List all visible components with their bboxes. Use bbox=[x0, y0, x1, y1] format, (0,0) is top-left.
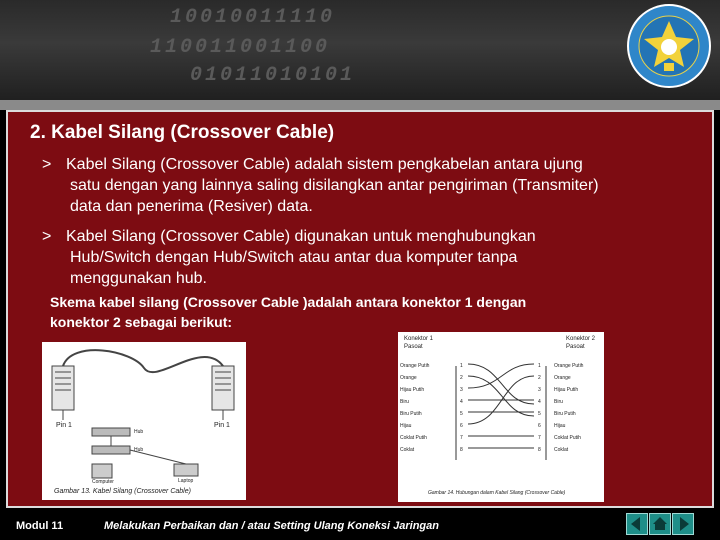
pin-number: 7 bbox=[460, 435, 463, 441]
tut-wuri-handayani-logo-icon bbox=[626, 3, 712, 89]
computer-label: Computer bbox=[92, 479, 114, 485]
schema-line: Skema kabel silang (Crossover Cable )adalah antara konektor 1 dengan bbox=[50, 294, 527, 310]
pin-number: 3 bbox=[538, 387, 541, 393]
right-pin-list bbox=[538, 360, 546, 456]
crossover-cable-illustration bbox=[42, 342, 246, 500]
laptop-label: Laptop bbox=[178, 478, 194, 484]
wire-color-label: Hijau bbox=[554, 423, 566, 429]
wire-color-label: Orange bbox=[400, 375, 417, 381]
pin-number: 1 bbox=[460, 363, 463, 369]
bullet-item bbox=[42, 154, 682, 220]
figure-caption: Gambar 14. Hubungan dalam Kabel Silang (Crossover Cable) bbox=[428, 490, 566, 496]
wire-color-label: Coklat bbox=[400, 447, 415, 453]
bullet-marker: > bbox=[42, 228, 52, 245]
pin-number: 3 bbox=[460, 387, 463, 393]
module-title: Melakukan Perbaikan dan / atau Setting Ulang Koneksi Jaringan bbox=[104, 520, 439, 532]
left-pin-list bbox=[460, 360, 468, 456]
schema-line: konektor 2 sebagai berikut: bbox=[50, 314, 233, 330]
wire-color-label: Hijau Putih bbox=[400, 387, 425, 393]
connector-header: Konektor 1 bbox=[404, 336, 434, 342]
arrow-right-icon bbox=[673, 514, 693, 534]
wire-color-label: Biru bbox=[554, 399, 563, 405]
slide-title: 2. Kabel Silang (Crossover Cable) bbox=[30, 122, 335, 143]
hub-label: Hub bbox=[134, 429, 144, 435]
wire-color-label: Orange Putih bbox=[554, 363, 584, 369]
pin-number: 7 bbox=[538, 435, 541, 441]
binary-text: 110011001100 bbox=[150, 36, 331, 59]
wire-color-label: Biru Putih bbox=[554, 411, 576, 417]
header-divider bbox=[0, 100, 720, 110]
pin-number: 6 bbox=[460, 423, 463, 429]
wire-color-label: Hijau Putih bbox=[554, 387, 579, 393]
header-banner bbox=[0, 0, 720, 108]
home-icon bbox=[650, 514, 670, 534]
connector-subheader: Pasoat bbox=[566, 344, 585, 350]
hub-label: Hub bbox=[134, 447, 144, 453]
wire-color-label: Coklat Putih bbox=[554, 435, 581, 441]
bullet-line: Kabel Silang (Crossover Cable) adalah sistem pengkabelan antara ujung bbox=[66, 156, 583, 173]
figure-caption: Gambar 13. Kabel Silang (Crossover Cable) bbox=[54, 488, 191, 495]
crossover-cable-figure bbox=[42, 342, 246, 500]
bullet-line: data dan penerima (Resiver) data. bbox=[70, 198, 313, 215]
connector-header: Konektor 2 bbox=[566, 336, 596, 342]
pin-number: 2 bbox=[460, 375, 463, 381]
crossover-pinout-figure bbox=[398, 332, 604, 502]
binary-text: 10010011110 bbox=[170, 6, 336, 29]
bullet-line: Hub/Switch dengan Hub/Switch atau antar dua komputer tanpa bbox=[70, 249, 518, 266]
wire-color-label: Orange Putih bbox=[400, 363, 430, 369]
wire-color-label: Orange bbox=[554, 375, 571, 381]
connector-subheader: Pasoat bbox=[404, 344, 423, 350]
schema-description bbox=[50, 292, 650, 332]
pin-label: Pin 1 bbox=[56, 422, 72, 429]
module-label: Modul 11 bbox=[16, 520, 64, 532]
pin-number: 8 bbox=[538, 447, 541, 453]
pin-label: Pin 1 bbox=[214, 422, 230, 429]
right-color-list bbox=[554, 360, 602, 456]
pin-number: 4 bbox=[460, 399, 463, 405]
binary-text: 01011010101 bbox=[190, 64, 356, 87]
pin-number: 4 bbox=[538, 399, 541, 405]
wire-color-label: Biru bbox=[400, 399, 409, 405]
left-color-list bbox=[400, 360, 450, 456]
pin-number: 1 bbox=[538, 363, 541, 369]
prev-slide-button[interactable] bbox=[626, 513, 648, 535]
wire-color-label: Hijau bbox=[400, 423, 412, 429]
pin-number: 5 bbox=[538, 411, 541, 417]
bullet-line: Kabel Silang (Crossover Cable) digunakan untuk menghubungkan bbox=[66, 228, 536, 245]
home-button[interactable] bbox=[649, 513, 671, 535]
pin-number: 2 bbox=[538, 375, 541, 381]
pin-number: 8 bbox=[460, 447, 463, 453]
arrow-left-icon bbox=[627, 514, 647, 534]
wire-color-label: Biru Putih bbox=[400, 411, 422, 417]
bullet-line: satu dengan yang lainnya saling disilangkan antar pengiriman (Transmiter) bbox=[70, 177, 599, 194]
pin-number: 5 bbox=[460, 411, 463, 417]
wire-color-label: Coklat bbox=[554, 447, 569, 453]
bullet-line: menggunakan hub. bbox=[70, 270, 207, 287]
next-slide-button[interactable] bbox=[672, 513, 694, 535]
bullet-marker: > bbox=[42, 156, 52, 173]
pin-number: 6 bbox=[538, 423, 541, 429]
bullet-item bbox=[42, 226, 682, 292]
wire-color-label: Coklat Putih bbox=[400, 435, 427, 441]
